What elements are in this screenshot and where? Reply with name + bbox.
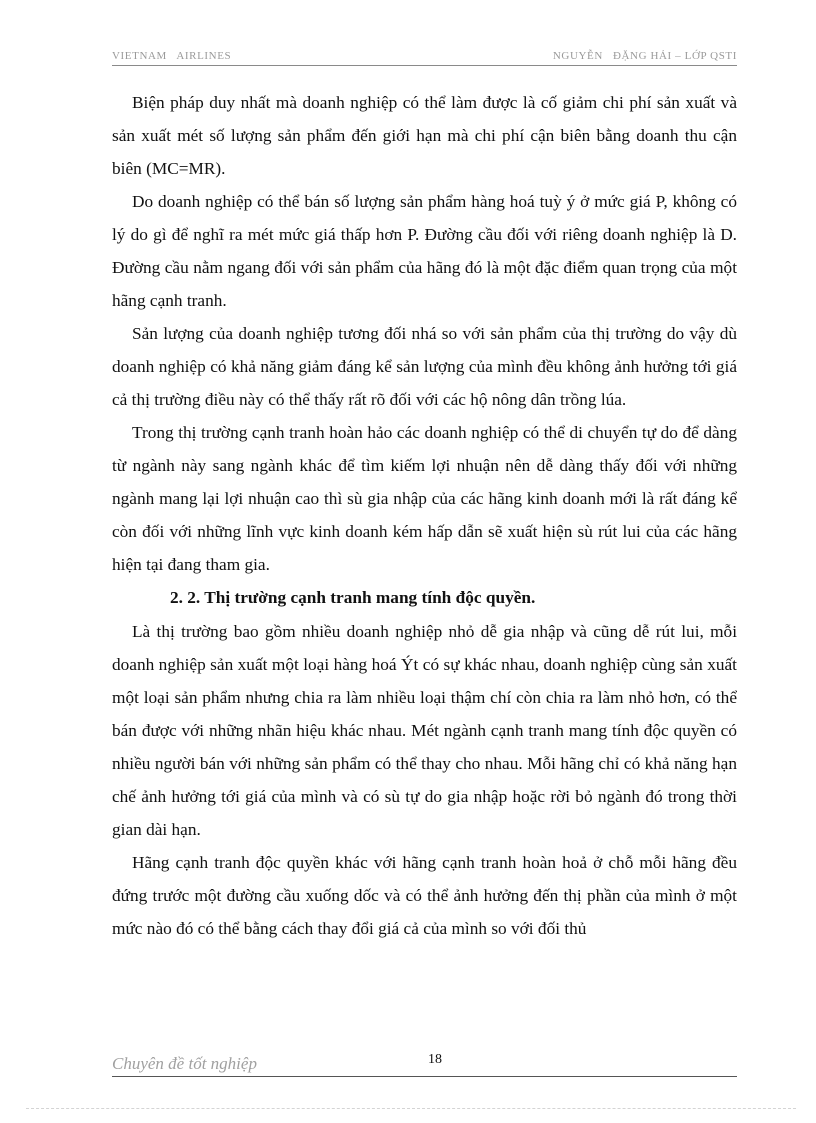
- header-left-text: VIETNAM AIRLINES: [112, 50, 232, 62]
- section-heading: 2. 2. Thị trường cạnh tranh mang tính độc quyền.: [170, 588, 536, 607]
- page-footer: [112, 1052, 737, 1077]
- page-edge-divider: [26, 1108, 796, 1109]
- header-right-text: NGUYỄN ĐẶNG HẢI – LỚP QSTI: [552, 50, 737, 62]
- paragraph-3: Sản lượng của doanh nghiệp tương đối nhá so với sản phẩm của thị trường do vậy dù doanh nghiệp có khả năng giảm đáng kể sản lượng của mình đều không ảnh hưởng tới giá cả thị trường điều này có thể thấy rất rõ đối với các hộ nông dân trồng lúa.: [112, 324, 737, 409]
- page-number: 18: [428, 1052, 442, 1067]
- paragraph-6: Hãng cạnh tranh độc quyền khác với hãng cạnh tranh hoàn hoả ở chỗ mỗi hãng đều đứng trước một đường cầu xuống dốc và có thể ảnh hưởng đến thị phần của mình ở một mức nào đó có thể bằng cách thay đổi giá cả của mình so với đối thủ: [112, 853, 737, 938]
- paragraph-2: Do doanh nghiệp có thể bán số lượng sản phẩm hàng hoá tuỳ ý ở mức giá P, không có lý do gì để nghĩ ra mét mức giá thấp hơn P. Đường cầu đối với riêng doanh nghiệp là D. Đường cầu nằm ngang đối với sản phẩm của hãng đó là một đặc điểm quan trọng của một hãng cạnh tranh.: [112, 192, 737, 310]
- footer-label: Chuyên đề tốt nghiệp: [112, 1054, 257, 1073]
- paragraph-5: Là thị trường bao gồm nhiều doanh nghiệp nhỏ dễ gia nhập và cũng dễ rút lui, mỗi doanh nghiệp sản xuất một loại hàng hoá Ýt có sự khác nhau, doanh nghiệp cùng sản xuất một loại sản phẩm nhưng chia ra làm nhiều loại thậm chí còn chia ra làm nhỏ hơn, có thể bán được với những nhãn hiệu khác nhau. Mét ngành cạnh tranh mang tính độc quyền có nhiều người bán với những sản phẩm có thể thay cho nhau. Mỗi hãng chỉ có khả năng hạn chế ảnh hưởng tới giá của mình và có sù tự do gia nhập hoặc rời bỏ ngành đó trong thời gian dài hạn.: [112, 622, 737, 839]
- page-header: [112, 49, 737, 66]
- paragraph-1: Biện pháp duy nhất mà doanh nghiệp có thể làm được là cố giảm chi phí sản xuất và sản xuất mét số lượng sản phẩm đến giới hạn mà chi phí cận biên bằng doanh thu cận biên (MC=MR).: [112, 93, 737, 178]
- document-body: [112, 86, 737, 945]
- paragraph-4: Trong thị trường cạnh tranh hoàn hảo các doanh nghiệp có thể di chuyển tự do để dàng từ ngành này sang ngành khác để tìm kiếm lợi nhuận nên dễ dàng thấy đối với những ngành mang lại lợi nhuận cao thì sù gia nhập của các hãng kinh doanh mới là rất đáng kể còn đối với những lĩnh vực kinh doanh kém hấp dẫn sẽ xuất hiện sù rút lui của các hãng hiện tại đang tham gia.: [112, 423, 737, 574]
